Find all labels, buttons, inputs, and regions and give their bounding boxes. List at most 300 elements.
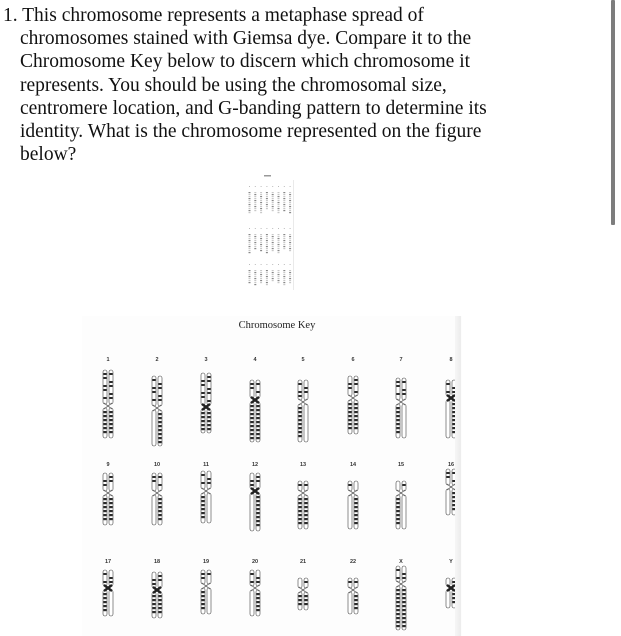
thumbnail-chromosome-band [278,210,280,211]
thumbnail-chromosome-band [249,198,251,199]
chromosome-label: X [399,559,403,565]
thumbnail-chromosome-band [272,248,274,249]
g-band [348,411,351,413]
thumbnail-chromosome-band [260,198,262,199]
thumbnail-chromosome-band [278,208,280,209]
g-band [304,510,307,512]
chromatid-p-arm [298,578,302,588]
g-band [103,431,106,433]
g-band [109,510,112,512]
thumbnail-chromosome-band [254,194,256,195]
g-band [304,514,307,516]
thumbnail-chromosome-band [260,282,262,283]
thumbnail-chromosome-band [249,270,251,271]
thumbnail-chromosome-band [272,198,274,199]
g-band [298,522,301,524]
thumbnail-chromosome-band [289,270,291,271]
thumbnail-chromosome-band [266,248,268,249]
chromosome-label: 20 [251,559,259,565]
chromatid-p-arm [446,380,450,396]
thumbnail-chromosome-band [249,244,251,245]
thumbnail-chromosome-band [283,280,285,281]
thumbnail-chromosome-band [278,242,280,243]
g-band [396,601,399,603]
g-band [109,411,112,413]
g-band [158,395,161,397]
g-band [298,395,301,397]
thumbnail-chromosome-band [283,206,285,207]
g-band [298,518,301,520]
thumbnail-chromosome-band [254,202,256,203]
g-band [354,498,357,500]
g-band [103,518,106,520]
thumbnail-chromosome-band [272,242,274,243]
thumbnail-chromosome-band [289,274,291,275]
g-band [298,599,301,601]
g-band [158,429,161,431]
chromatid-p-arm [256,380,260,398]
g-band [201,380,204,382]
g-band [103,484,106,486]
thumbnail-label-mark [278,264,279,265]
thumbnail-chromosome-band [272,236,274,237]
thumbnail-chromosome-band [254,246,256,247]
g-band [201,428,204,430]
g-band [250,409,253,411]
thumbnail-chromosome-band [283,246,285,247]
g-band [256,601,259,603]
g-band [298,510,301,512]
question-line: centromere location, and G-banding pattern to determine its [20,97,487,119]
thumbnail-label-mark [255,264,256,265]
thumbnail-chromosome-band [272,280,274,281]
thumbnail-chromosome-band [254,198,256,199]
thumbnail-label-mark [284,264,285,265]
g-band [298,383,301,385]
g-band [396,431,399,433]
thumbnail-chromosome-band [266,272,268,273]
thumbnail-chromosome-band [254,238,256,239]
thumbnail-chromosome-band [278,250,280,251]
g-band [201,500,204,502]
thumbnail-chromosome-band [278,270,280,271]
thumbnail-chromosome-band [289,198,291,199]
figure-edge-shadow [455,316,461,636]
chromosome-drawing [394,480,408,532]
g-band [304,581,307,583]
chromosome-label: 2 [155,357,159,363]
thumbnail-chromosome-band [283,278,285,279]
g-band [158,575,161,577]
g-band [396,589,399,591]
thumbnail-chromosome-band [260,270,262,271]
g-band [256,516,259,518]
g-band [103,373,106,375]
g-band [103,605,106,607]
g-band [396,569,399,571]
g-band [103,411,106,413]
thumbnail-label-mark [261,228,262,229]
thumbnail-chromosome-band [254,192,256,193]
metaphase-figure-thumbnail [246,172,296,292]
chromosome-drawing [248,379,262,445]
thumbnail-chromosome-band [266,244,268,245]
g-band [304,506,307,508]
vertical-scrollbar[interactable] [611,0,615,225]
thumbnail-chromosome-band [266,250,268,251]
centromere [153,405,161,411]
chromatid-p-arm [201,373,205,405]
g-band [256,383,259,385]
g-band [396,593,399,595]
g-band [354,391,357,393]
g-band [250,581,253,583]
g-band [396,625,399,627]
g-band [103,419,106,421]
thumbnail-edge [293,180,294,290]
thumbnail-chromosome-band [266,274,268,275]
thumbnail-chromosome-band [283,200,285,201]
chromatid-q-arm [152,410,156,446]
g-band [201,603,204,605]
chromosome-label: 5 [301,357,305,363]
g-band [396,514,399,516]
chromosome-drawing [296,577,310,613]
thumbnail-chromosome-band [254,196,256,197]
g-band [103,498,106,500]
g-band [158,476,161,478]
g-band [109,518,112,520]
thumbnail-chromosome-band [249,196,251,197]
g-band [201,396,204,398]
g-band [396,617,399,619]
g-band [256,429,259,431]
thumbnail-chromosome-band [272,240,274,241]
thumbnail-chromosome-band [278,248,280,249]
g-band [250,433,253,435]
chromatid-p-arm [250,570,254,586]
g-band [201,420,204,422]
g-band [256,520,259,522]
g-band [256,504,259,506]
thumbnail-chromosome-band [254,210,256,211]
centromere [349,395,357,401]
thumbnail-chromosome-band [272,246,274,247]
g-band [348,403,351,405]
thumbnail-chromosome-band [266,194,268,195]
thumbnail-chromosome-band [289,204,291,205]
chromosome-drawing [394,377,408,441]
chromosome-label: 3 [204,357,208,363]
g-band [304,522,307,524]
chromatid-p-arm [396,566,400,582]
thumbnail-chromosome-band [254,242,256,243]
chromatid-p-arm [207,570,211,584]
g-band [354,419,357,421]
g-band [396,411,399,413]
g-band [207,400,210,402]
thumbnail-chromosome-band [278,280,280,281]
thumbnail-chromosome-band [283,210,285,211]
thumbnail-chromosome-band [254,234,256,235]
g-band [348,484,351,486]
centromere [202,404,210,410]
g-band [250,413,253,415]
thumbnail-chromosome-band [266,200,268,201]
g-band [402,593,405,595]
g-band [201,416,204,418]
centromere [153,587,161,593]
chromosome-label: 19 [202,559,210,565]
g-band [207,388,210,390]
thumbnail-chromosome-band [266,278,268,279]
chromosome-drawing [199,372,213,436]
thumbnail-chromosome-band [254,200,256,201]
thumbnail-chromosome-band [260,236,262,237]
g-band [201,599,204,601]
thumbnail-chromosome-band [249,208,251,209]
chromatid-q-arm [402,495,406,529]
g-band [201,573,204,575]
g-band [201,504,204,506]
g-band [158,399,161,401]
g-band [250,425,253,427]
g-band [298,431,301,433]
g-band [201,577,204,579]
thumbnail-chromosome-band [283,234,285,235]
g-band [201,392,204,394]
thumbnail-chromosome-band [266,246,268,247]
g-band [354,427,357,429]
g-band [256,593,259,595]
thumbnail-chromosome-band [260,280,262,281]
g-band [298,407,301,409]
thumbnail-chromosome-band [289,272,291,273]
thumbnail-chromosome-band [289,246,291,247]
g-band [201,516,204,518]
g-band [103,397,106,399]
g-band [256,413,259,415]
thumbnail-label-mark [290,264,291,265]
thumbnail-label-mark [284,186,285,187]
thumbnail-chromosome-band [249,212,251,213]
g-band [348,427,351,429]
g-band [201,424,204,426]
g-band [354,603,357,605]
thumbnail-chromosome-band [260,238,262,239]
thumbnail-chromosome-band [254,280,256,281]
chromatid-q-arm [402,586,406,630]
chromosome-label: 12 [251,462,259,468]
g-band [396,407,399,409]
g-band [109,415,112,417]
g-band [396,605,399,607]
chromosome-label: 4 [253,357,257,363]
thumbnail-chromosome-band [260,240,262,241]
thumbnail-chromosome-band [266,242,268,243]
thumbnail-chromosome-band [289,194,291,195]
thumbnail-chromosome-band [289,278,291,279]
g-band [256,609,259,611]
thumbnail-chromosome-band [254,272,256,273]
thumbnail-chromosome-band [254,204,256,205]
g-band [402,381,405,383]
thumbnail-chromosome-band [254,278,256,279]
g-band [158,595,161,597]
centromere [397,399,405,405]
g-band [304,599,307,601]
chromosome-label: 6 [351,357,355,363]
chromosome-drawing [296,379,310,445]
g-band [103,385,106,387]
g-band [103,581,106,583]
g-band [201,482,204,484]
chromosome-label: 1 [106,357,110,363]
question-line: below? [20,144,77,166]
g-band [158,413,161,415]
thumbnail-chromosome-band [249,276,251,277]
chromatid-q-arm [152,495,156,525]
g-band [250,421,253,423]
g-band [304,387,307,389]
g-band [207,380,210,382]
chromosome-drawing [248,472,262,534]
thumbnail-chromosome-band [283,236,285,237]
thumbnail-label-mark [290,186,291,187]
thumbnail-chromosome-band [289,210,291,211]
thumbnail-chromosome-band [249,210,251,211]
g-band [201,591,204,593]
g-band [396,427,399,429]
thumbnail-chromosome-band [254,244,256,245]
chromatid-q-arm [446,590,450,608]
thumbnail-chromosome-band [283,244,285,245]
g-band [396,609,399,611]
g-band [250,383,253,385]
thumbnail-chromosome-band [283,194,285,195]
g-band [152,603,155,605]
g-band [298,391,301,393]
g-band [158,510,161,512]
thumbnail-chromosome-band [289,234,291,235]
thumbnail-chromosome-band [289,238,291,239]
g-band [109,427,112,429]
thumbnail-chromosome-band [260,200,262,201]
thumbnail-chromosome-band [289,276,291,277]
chromosome-label: 17 [104,559,112,565]
thumbnail-label-mark [266,228,267,229]
chromosome-label: 18 [153,559,161,565]
g-band [402,389,405,391]
g-band [158,611,161,613]
centromere [251,397,259,403]
thumbnail-chromosome-band [283,204,285,205]
chromosome-drawing [101,369,115,441]
thumbnail-chromosome-band [289,192,291,193]
g-band [256,524,259,526]
g-band [298,498,301,500]
g-band [446,472,449,474]
g-band [152,583,155,585]
chromosome-key-figure [82,316,462,636]
chromatid-p-arm [158,376,162,406]
g-band [348,581,351,583]
g-band [354,510,357,512]
g-band [152,379,155,381]
thumbnail-chromosome-band [249,282,251,283]
thumbnail-chromosome-band [254,276,256,277]
question-line: identity. What is the chromosome represented on the figure [20,121,482,143]
g-band [103,597,106,599]
g-band [396,415,399,417]
chromatid-p-arm [103,570,107,586]
thumbnail-chromosome-band [289,244,291,245]
thumbnail-label-mark [284,228,285,229]
chromosome-label: 16 [447,462,455,468]
thumbnail-chromosome-band [249,234,251,235]
chromatid-q-arm [207,588,211,614]
g-band [103,601,106,603]
thumbnail-chromosome-band [283,272,285,273]
g-band [201,412,204,414]
thumbnail-chromosome-band [254,274,256,275]
thumbnail-chromosome-band [283,208,285,209]
thumbnail-chromosome-band [283,196,285,197]
g-band [152,480,155,482]
g-band [158,383,161,385]
g-band [298,506,301,508]
g-band [256,409,259,411]
chromosome-drawing [150,571,164,621]
g-band [354,595,357,597]
g-band [354,411,357,413]
g-band [158,417,161,419]
thumbnail-label-mark [249,228,250,229]
thumbnail-chromosome-band [254,284,256,285]
g-band [250,417,253,419]
thumbnail-chromosome-band [249,280,251,281]
g-band [256,391,259,393]
thumbnail-label-mark [255,186,256,187]
thumbnail-chromosome-band [249,246,251,247]
g-band [103,480,106,482]
chromatid-q-arm [304,404,308,442]
thumbnail-chromosome-band [260,210,262,211]
g-band [207,424,210,426]
thumbnail-chromosome-band [278,234,280,235]
thumbnail-chromosome-band [278,276,280,277]
chromosome-drawing [150,375,164,449]
centromere [251,488,259,494]
chromatid-q-arm [348,495,352,529]
g-band [304,484,307,486]
g-band [158,437,161,439]
thumbnail-chromosome-band [283,238,285,239]
chromatid-p-arm [304,380,308,400]
g-band [298,514,301,516]
chromatid-p-arm [158,473,162,491]
g-band [396,385,399,387]
thumbnail-chromosome-band [283,198,285,199]
g-band [354,581,357,583]
g-band [103,415,106,417]
g-band [354,407,357,409]
chromatid-q-arm [109,590,113,616]
g-band [348,419,351,421]
thumbnail-chromosome-band [260,196,262,197]
thumbnail-chromosome-band [289,282,291,283]
g-band [103,573,106,575]
